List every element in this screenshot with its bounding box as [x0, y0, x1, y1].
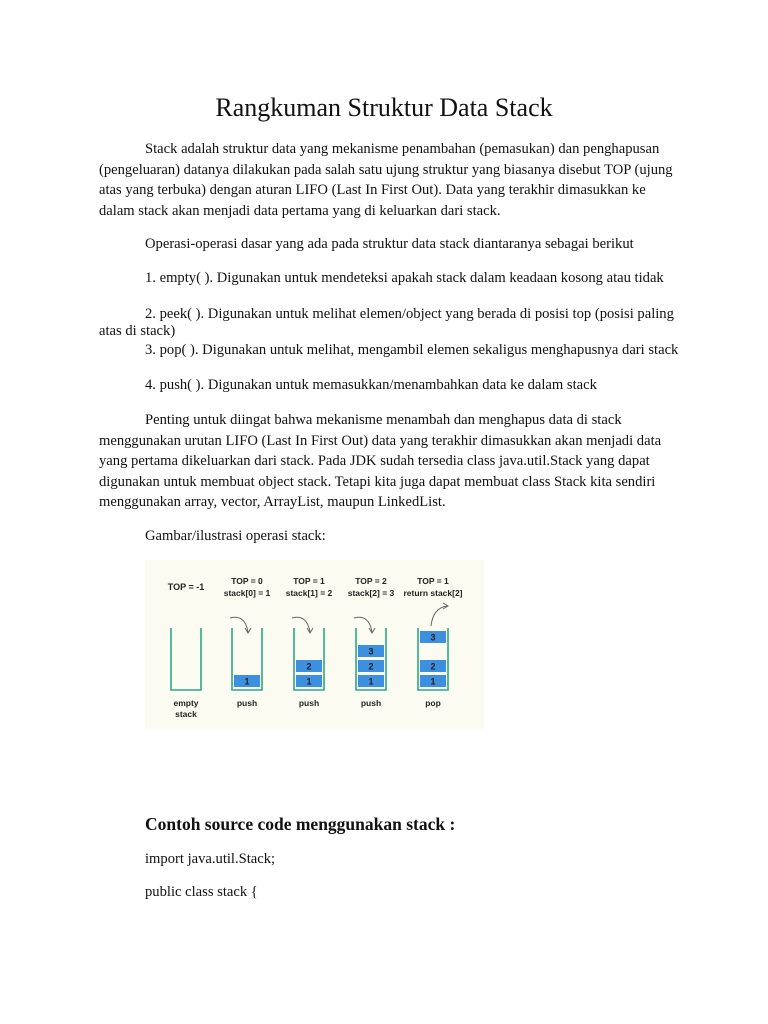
stack-illustration: [145, 560, 484, 729]
stack-caption: stack: [175, 709, 197, 719]
section-heading: Contoh source code menggunakan stack :: [145, 814, 456, 834]
stack-element-value: 3: [368, 646, 374, 657]
operation-pop: 3. pop( ). Digunakan untuk melihat, mengambil elemen sekaligus menghapusnya dari stack: [145, 342, 679, 358]
operations-intro: Operasi-operasi dasar yang ada pada struktur data stack diantaranya sebagai berikut: [145, 236, 634, 252]
code-line-import: import java.util.Stack;: [145, 851, 276, 867]
stack-caption: pop: [425, 698, 441, 708]
operation-peek: 2. peek( ). Digunakan untuk melihat elemen/object yang berada di posisi top (posisi paling atas di stack): [99, 306, 674, 339]
intro-paragraph: Stack adalah struktur data yang mekanisme penambahan (pemasukan) dan penghapusan (pengeluaran) datanya dilakukan pada salah satu ujung struktur yang biasanya disebut TOP (ujung atas yang terbuka) dengan aturan LIFO (Last In First Out). Data yang terakhir dimasukkan ke dalam stack akan menjadi data pertama yang di keluarkan dari stack.: [99, 141, 673, 219]
pop-arrow-icon: [431, 606, 447, 626]
stack-caption: push: [298, 698, 320, 708]
lifo-paragraph: Penting untuk diingat bahwa mekanisme menambah dan menghapus data di stack menggunakan urutan LIFO (Last In First Out) data yang terakhir dimasukkan akan menjadi data yang pertama dikeluarkan dari stack. Pada JDK sudah tersedia class java.util.Stack yang dapat digunakan untuk membuat object stack. Tetapi kita juga dapat membuat class Stack kita sendiri menggunakan array, vector, ArrayList, maupun LinkedList.: [99, 412, 662, 511]
stack-sub-label: stack[1] = 2: [285, 588, 333, 598]
stack-caption: empty: [173, 698, 199, 708]
operation-push: 4. push( ). Digunakan untuk memasukkan/menambahkan data ke dalam stack: [145, 377, 597, 393]
stack-element-value: 1: [306, 676, 312, 687]
stack-container: [171, 628, 201, 690]
stack-sub-label: stack[0] = 1: [223, 588, 271, 598]
figure-caption: Gambar/ilustrasi operasi stack:: [145, 528, 326, 544]
stack-operations-figure: [145, 560, 484, 729]
code-line-class: public class stack {: [145, 884, 258, 900]
stack-element-value: 1: [244, 676, 250, 687]
stack-top-label: TOP = 1: [293, 576, 325, 586]
stack-sub-label: return stack[2]: [403, 588, 463, 598]
stack-sub-label: stack[2] = 3: [347, 588, 395, 598]
stack-element-value: 1: [368, 676, 374, 687]
stack-top-label: TOP = -1: [167, 582, 205, 592]
stack-caption: push: [236, 698, 258, 708]
document-title: Rangkuman Struktur Data Stack: [215, 93, 553, 122]
stack-top-label: TOP = 1: [417, 576, 449, 586]
operation-empty: 1. empty( ). Digunakan untuk mendeteksi apakah stack dalam keadaan kosong atau tidak: [145, 270, 664, 286]
stack-element-value: 2: [306, 661, 312, 672]
stack-caption: push: [360, 698, 382, 708]
stack-element-value: 1: [430, 676, 436, 687]
popped-element-value: 3: [430, 632, 436, 643]
stack-element-value: 2: [368, 661, 374, 672]
stack-element-value: 2: [430, 661, 436, 672]
stack-top-label: TOP = 2: [355, 576, 387, 586]
stack-top-label: TOP = 0: [231, 576, 263, 586]
